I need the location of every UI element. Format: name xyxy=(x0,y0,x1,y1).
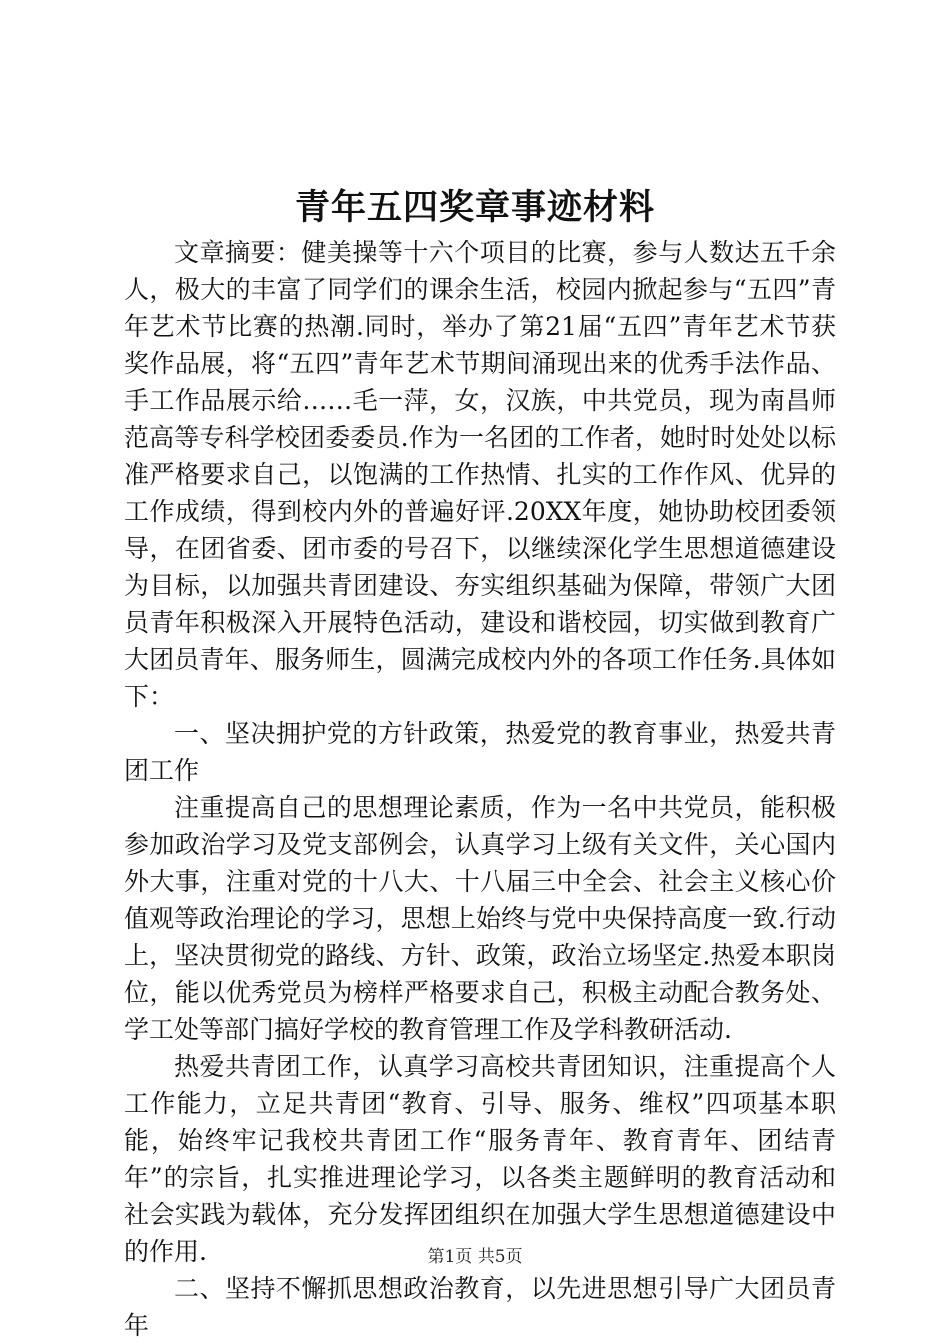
paragraph-youth-league-work: 热爱共青团工作，认真学习高校共青团知识，注重提高个人工作能力，立足共青团“教育、引导、服务、维权”四项基本职能，始终牢记我校共青团工作“服务青年、教育青年、团结青年”的宗旨，扎实推进理论学习，以各类主题鲜明的教育活动和社会实践为载体，充分发挥团组织在加强大学生思想道德建设中的作用. xyxy=(124,1052,836,1266)
document-title: 青年五四奖章事迹材料 xyxy=(294,187,655,228)
document-body xyxy=(124,234,836,1344)
paragraph-abstract: 文章摘要：健美操等十六个项目的比赛，参与人数达五千余人，极大的丰富了同学们的课余生活，校园内掀起参与“五四”青年艺术节比赛的热潮.同时，举办了第21届“五四”青年艺术节获奖作品展，将“五四”青年艺术节期间涌现出来的优秀手法作品、手工作品展示给……毛一萍，女，汉族，中共党员，现为南昌师范高等专科学校团委委员.作为一名团的工作者，她时时处处以标准严格要求自己，以饱满的工作热情、扎实的工作作风、优异的工作成绩，得到校内外的普遍好评.20XX年度，她协助校团委领导，在团省委、团市委的号召下，以继续深化学生思想道德建设为目标，以加强共青团建设、夯实组织基础为保障，带领广大团员青年积极深入开展特色活动，建设和谐校园，切实做到教育广大团员青年、服务师生，圆满完成校内外的各项工作任务.具体如下： xyxy=(124,238,836,711)
section-heading-1: 一、坚决拥护党的方针政策，热爱党的教育事业，热爱共青团工作 xyxy=(124,719,836,785)
page-number-footer: 第1页 共5页 xyxy=(427,1247,523,1267)
paragraph-political-study: 注重提高自己的思想理论素质，作为一名中共党员，能积极参加政治学习及党支部例会，认真学习上级有关文件，关心国内外大事，注重对党的十八大、十八届三中全会、社会主义核心价值观等政治理论的学习，思想上始终与党中央保持高度一致.行动上，坚决贯彻党的路线、方针、政策，政治立场坚定.热爱本职岗位，能以优秀党员为榜样严格要求自己，积极主动配合教务处、学工处等部门搞好学校的教育管理工作及学科教研活动. xyxy=(124,793,836,1044)
section-heading-2: 二、坚持不懈抓思想政治教育，以先进思想引导广大团员青年 xyxy=(124,1274,836,1340)
